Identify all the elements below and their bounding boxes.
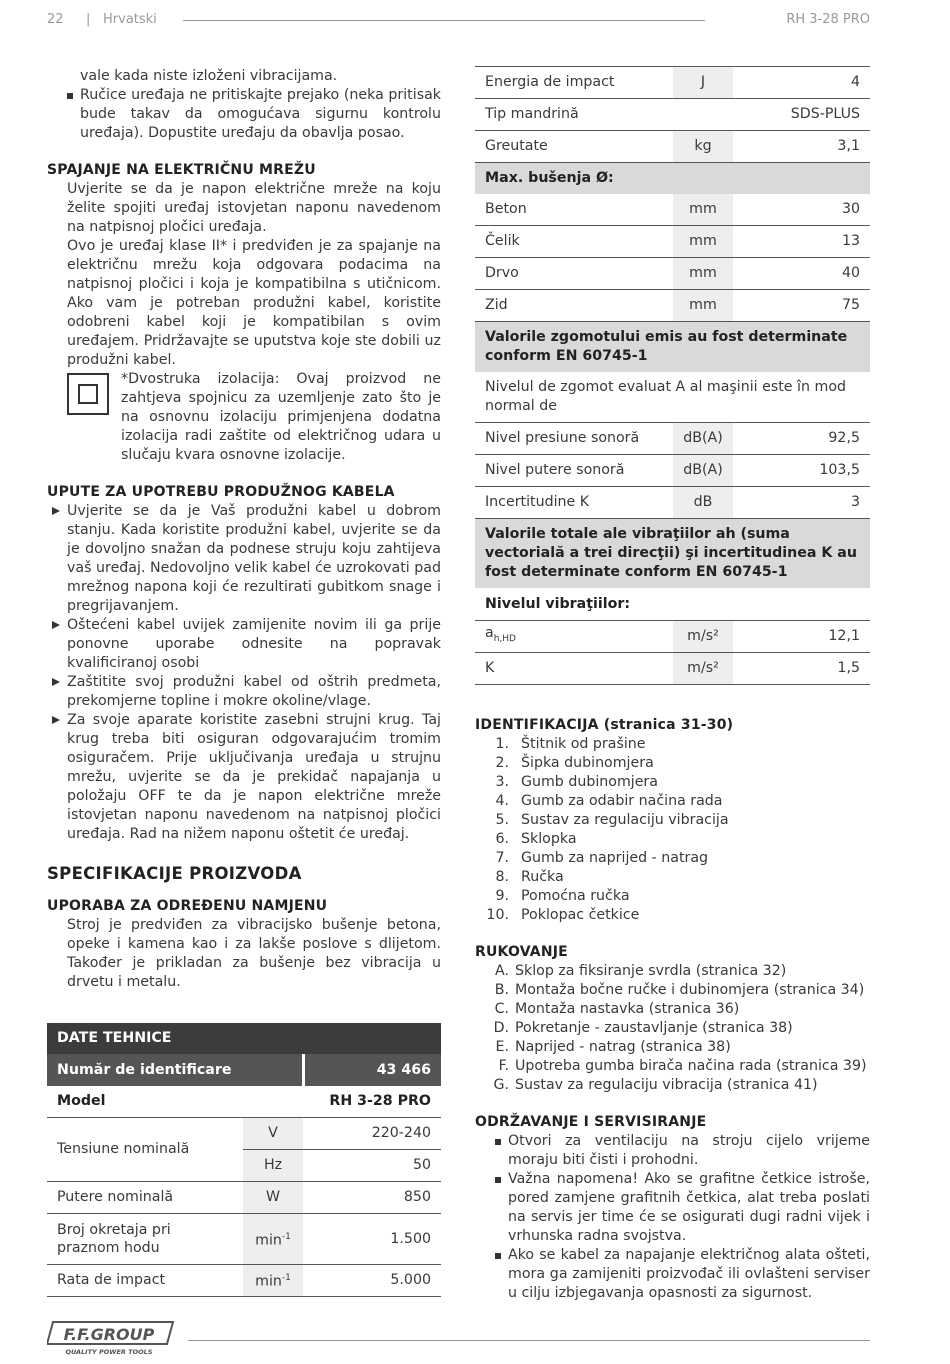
table-row [475,163,870,195]
table-row [475,131,870,163]
item-letter: C. [494,1001,509,1017]
identification-heading: IDENTIFIKACIJA (stranica 31-30) [475,717,734,733]
list-item [475,981,870,1000]
item-text: Gumb za naprijed - natrag [521,850,709,866]
vibration-k-label: K [475,653,673,685]
left-column [47,67,441,1297]
item-text: Štitnik od prašine [521,736,646,752]
footer-rule [188,1340,870,1341]
identification-list [475,735,870,925]
list-item: Ako se kabel za napajanje električnog alata ošteti, mora ga zamijeniti proizvođač ili ovlašteni serviser u cilju izbjegavanja opasnosti za sigurnost. [488,1246,870,1303]
speed-unit: $\min^{-1}$ [243,1214,303,1265]
item-text: Naprijed - natrag (stranica 38) [515,1039,731,1055]
item-text: Sustav za regulaciju vibracija [521,812,729,828]
ffgroup-logo [47,1320,175,1360]
steel-unit: mm [673,226,733,258]
list-item [475,735,870,754]
logo-text: F.F.GROUP [63,1325,155,1344]
item-text: Upotreba gumba birača načina rada (stranica 39) [515,1058,867,1074]
impact-rate-unit: $\min^{-1}$ [243,1265,303,1297]
list-item [475,1038,870,1057]
concrete-value: 30 [733,194,870,226]
item-number: 8. [495,869,509,885]
item-number: 5. [495,812,509,828]
power-label: Putere nominală [47,1182,243,1214]
list-item [475,1019,870,1038]
item-text: Pokretanje - zaustavljanje (stranica 38) [515,1020,793,1036]
voltage-label: Tensiune nominală [47,1118,243,1182]
list-item [475,849,870,868]
steel-label: Čelik [475,226,673,258]
table-row [475,487,870,519]
item-text: Sklopka [521,831,577,847]
list-item: Važna napomena! Ako se grafitne četkice istroše, pored zamjene grafitnih četkica, alat treba poslati na servis jer time će se osigurati dugi radni vijek i vrhunska radna svojstva. [488,1170,870,1246]
item-letter: B. [494,982,509,998]
item-number: 1. [495,736,509,752]
item-text: Sklop za fiksiranje svrdla (stranica 32) [515,963,787,979]
list-item [475,754,870,773]
list-item [475,962,870,981]
table-row [47,1118,441,1150]
item-text: Montaža nastavka (stranica 36) [515,1001,740,1017]
impact-rate-value: 5.000 [303,1265,441,1297]
speed-label: Broj okretaja pri praznom hodu [47,1214,243,1265]
table-row [475,653,870,685]
logo-badge [47,1320,175,1356]
table-row [47,1214,441,1265]
frequency-value: 50 [303,1150,441,1182]
noise-heading: Valorile zgomotului emis au fost determinate conform EN 60745-1 [475,322,870,373]
item-number: 6. [495,831,509,847]
chuck-type-value: SDS-PLUS [733,99,870,131]
item-text: Ručka [521,869,564,885]
list-item: Za svoje aparate koristite zasebni strujni krug. Taj krug treba biti osiguran odgovarajućim tromim osiguračem. Prije uključivanja uređaja u strujnu mrežu, uvjerite se da je prekidač napajanja u položaju OFF te da je napon električne mreže istovjetan naponu navedenom na natpisnoj pločici uređaja. Rad na nižem naponu oštetit će uređaj. [47,711,441,844]
list-item [475,773,870,792]
handling-heading: RUKOVANJE [475,944,568,960]
weight-unit: kg [673,131,733,163]
list-item [475,1057,870,1076]
voltage-value: 220-240 [303,1118,441,1150]
list-item: Oštećeni kabel uvijek zamijenite novim ili ga prije ponovne uporabe odnesite na popravak kvalificiranoj osobi [47,616,441,673]
item-text: Montaža bočne ručke i dubinomjera (stranica 34) [515,982,865,998]
wall-unit: mm [673,290,733,322]
intro-bullets [60,86,441,143]
list-item [475,868,870,887]
table-row [475,423,870,455]
power-value: 850 [303,1182,441,1214]
header-language: Hrvatski [103,12,157,27]
impact-energy-label: Energia de impact [475,67,673,99]
wood-unit: mm [673,258,733,290]
steel-value: 13 [733,226,870,258]
weight-label: Greutate [475,131,673,163]
list-item [475,1076,870,1095]
id-value: 43 466 [303,1055,441,1087]
sound-power-unit: dB(A) [673,455,733,487]
uncertainty-unit: dB [673,487,733,519]
list-item [475,811,870,830]
table-row [475,290,870,322]
table-row [47,1086,441,1118]
impact-energy-value: 4 [733,67,870,99]
table-row [475,67,870,99]
table-row [475,589,870,621]
model-value: RH 3-28 PRO [303,1086,441,1118]
table-row [475,372,870,423]
list-item [475,830,870,849]
item-letter: E. [495,1039,509,1055]
item-text: Gumb za odabir načina rada [521,793,723,809]
item-number: 2. [495,755,509,771]
maintenance-heading: ODRŽAVANJE I SERVISIRANJE [475,1114,707,1130]
list-item [475,906,870,925]
table-title: DATE TEHNICE [47,1023,441,1055]
concrete-unit: mm [673,194,733,226]
noise-note: Nivelul de zgomot evaluat A al maşinii este în mod normal de [475,372,870,423]
double-insulation-icon [67,373,109,415]
intended-use-text: Stroj je predviđen za vibracijsko bušenje betona, opeke i kamena kao i za lakše poslove s dlijetom. Također je prikladan za bušenje bez vibracija u drvetu i metalu. [67,917,441,990]
weight-value: 3,1 [733,131,870,163]
list-item: Zaštitite svoj produžni kabel od oštrih predmeta, prekomjerne topline i mokre okoline/vlage. [47,673,441,711]
intro-continuation: vale kada niste izloženi vibracijama. [80,68,338,84]
table-row [47,1265,441,1297]
table-row [47,1023,441,1055]
table-row [475,621,870,653]
vibration-k-unit: m/s² [673,653,733,685]
logo-tagline: QUALITY POWER TOOLS [65,1348,153,1356]
table-row [47,1055,441,1087]
wall-value: 75 [733,290,870,322]
header-separator: | [86,12,91,27]
extension-cable-heading: UPUTE ZA UPOTREBU PRODUŽNOG KABELA [47,484,395,500]
table-row [475,99,870,131]
sound-power-label: Nivel putere sonoră [475,455,673,487]
chuck-type-unit [673,99,733,131]
vibration-ah-value: 12,1 [733,621,870,653]
double-insulation-note [47,370,441,465]
list-item: Otvori za ventilaciju na stroju cijelo vrijeme moraju biti čisti i prohodni. [488,1132,870,1170]
item-number: 9. [495,888,509,904]
table-row [475,519,870,589]
vibration-ah-label [475,621,673,653]
list-item [475,1000,870,1019]
sound-pressure-value: 92,5 [733,423,870,455]
table-row [475,322,870,373]
vibration-level-label: Nivelul vibraţiilor: [475,589,870,621]
handling-list [475,962,870,1095]
sound-power-value: 103,5 [733,455,870,487]
intended-use-heading: UPORABA ZA ODREĐENU NAMJENU [47,898,328,914]
page-number: 22 [47,12,64,27]
sound-pressure-unit: dB(A) [673,423,733,455]
item-letter: F. [498,1058,509,1074]
vibration-heading: Valorile totale ale vibraţiilor ah (suma vectorială a trei direcţii) şi incertitudinea K au fost determinate conform EN 60745-1 [475,519,870,589]
sound-pressure-label: Nivel presiune sonoră [475,423,673,455]
voltage-unit: V [243,1118,303,1150]
frequency-unit: Hz [243,1150,303,1182]
wood-value: 40 [733,258,870,290]
item-text: Sustav za regulaciju vibracija (stranica 41) [515,1077,818,1093]
list-item [475,887,870,906]
list-item [475,792,870,811]
item-letter: A. [495,963,509,979]
uncertainty-label: Incertitudine K [475,487,673,519]
table-row [475,258,870,290]
table-row [47,1182,441,1214]
model-label: Model [47,1086,303,1118]
power-unit: W [243,1182,303,1214]
chuck-type-label: Tip mandrină [475,99,673,131]
mains-paragraph-1: Uvjerite se da je napon električne mreže na koju želite spojiti uređaj istovjetan naponu navedenom na natpisnoj pločici uređaja. [67,181,441,235]
vibration-k-value: 1,5 [733,653,870,685]
insulation-text: *Dvostruka izolacija: Ovaj proizvod ne zahtjeva spojnicu za uzemljenje zato što je na osnovnu izolaciju primjenjena dodatna izolacija radi zaštite od električnog udara u slučaju kvara osnovne izolacije. [121,371,441,463]
specifications-heading: SPECIFIKACIJE PROIZVODA [47,864,302,883]
right-column [475,66,870,1303]
item-letter: G. [493,1077,509,1093]
item-number: 4. [495,793,509,809]
speed-value: 1.500 [303,1214,441,1265]
item-text: Gumb dubinomjera [521,774,658,790]
header-rule [183,20,705,21]
list-item: Uvjerite se da je Vaš produžni kabel u dobrom stanju. Kada koristite produžni kabel, uvjerite se da je dovoljno snažan da podnese struju koju zahtijeva vaš uređaj. Nedovoljno velik kabel će uzrokovati pad mrežnog napona koji će rezultirati gubitkom snage i pregrijavanjem. [47,502,441,616]
mains-paragraph-2: Ovo je uređaj klase II* i predviđen je za spajanje na električnu mrežu koja odgovara podacima na natpisnoj pločici i koja je kompatibilna s utičnicom. Ako vam je potreban produžni kabel, koristite odobreni kabel koji je kompatibilan s ovim uređajem. Pridržavajte se uputstva koje ste dobili uz produžni kabel. [67,238,441,368]
impact-energy-unit: J [673,67,733,99]
item-number: 10. [486,907,509,923]
item-number: 3. [495,774,509,790]
table-row [475,226,870,258]
vibration-ah-unit: m/s² [673,621,733,653]
item-text: Šipka dubinomjera [521,755,654,771]
ah-subscript: h,HD [493,633,516,644]
maintenance-bullets [488,1132,870,1303]
item-letter: D. [493,1020,509,1036]
technical-data-table-continued [475,66,870,685]
table-row [475,194,870,226]
wall-label: Zid [475,290,673,322]
wood-label: Drvo [475,258,673,290]
drilling-heading: Max. bušenja Ø: [475,163,870,195]
id-label: Număr de identificare [47,1055,303,1087]
impact-rate-label: Rata de impact [47,1265,243,1297]
item-text: Poklopac četkice [521,907,640,923]
list-item: Ručice uređaja ne pritiskajte prejako (neka pritisak bude takav da omogućava sigurnu kontrolu uređaja). Dopustite uređaju da obavlja posao. [60,86,441,143]
extension-cable-bullets [47,502,441,844]
ah-symbol: a [485,625,494,642]
technical-data-table [47,1023,441,1297]
header-model: RH 3-28 PRO [786,12,870,27]
uncertainty-value: 3 [733,487,870,519]
table-row [475,455,870,487]
concrete-label: Beton [475,194,673,226]
mains-heading: SPAJANJE NA ELEKTRIČNU MREŽU [47,162,316,178]
item-number: 7. [495,850,509,866]
item-text: Pomoćna ručka [521,888,630,904]
